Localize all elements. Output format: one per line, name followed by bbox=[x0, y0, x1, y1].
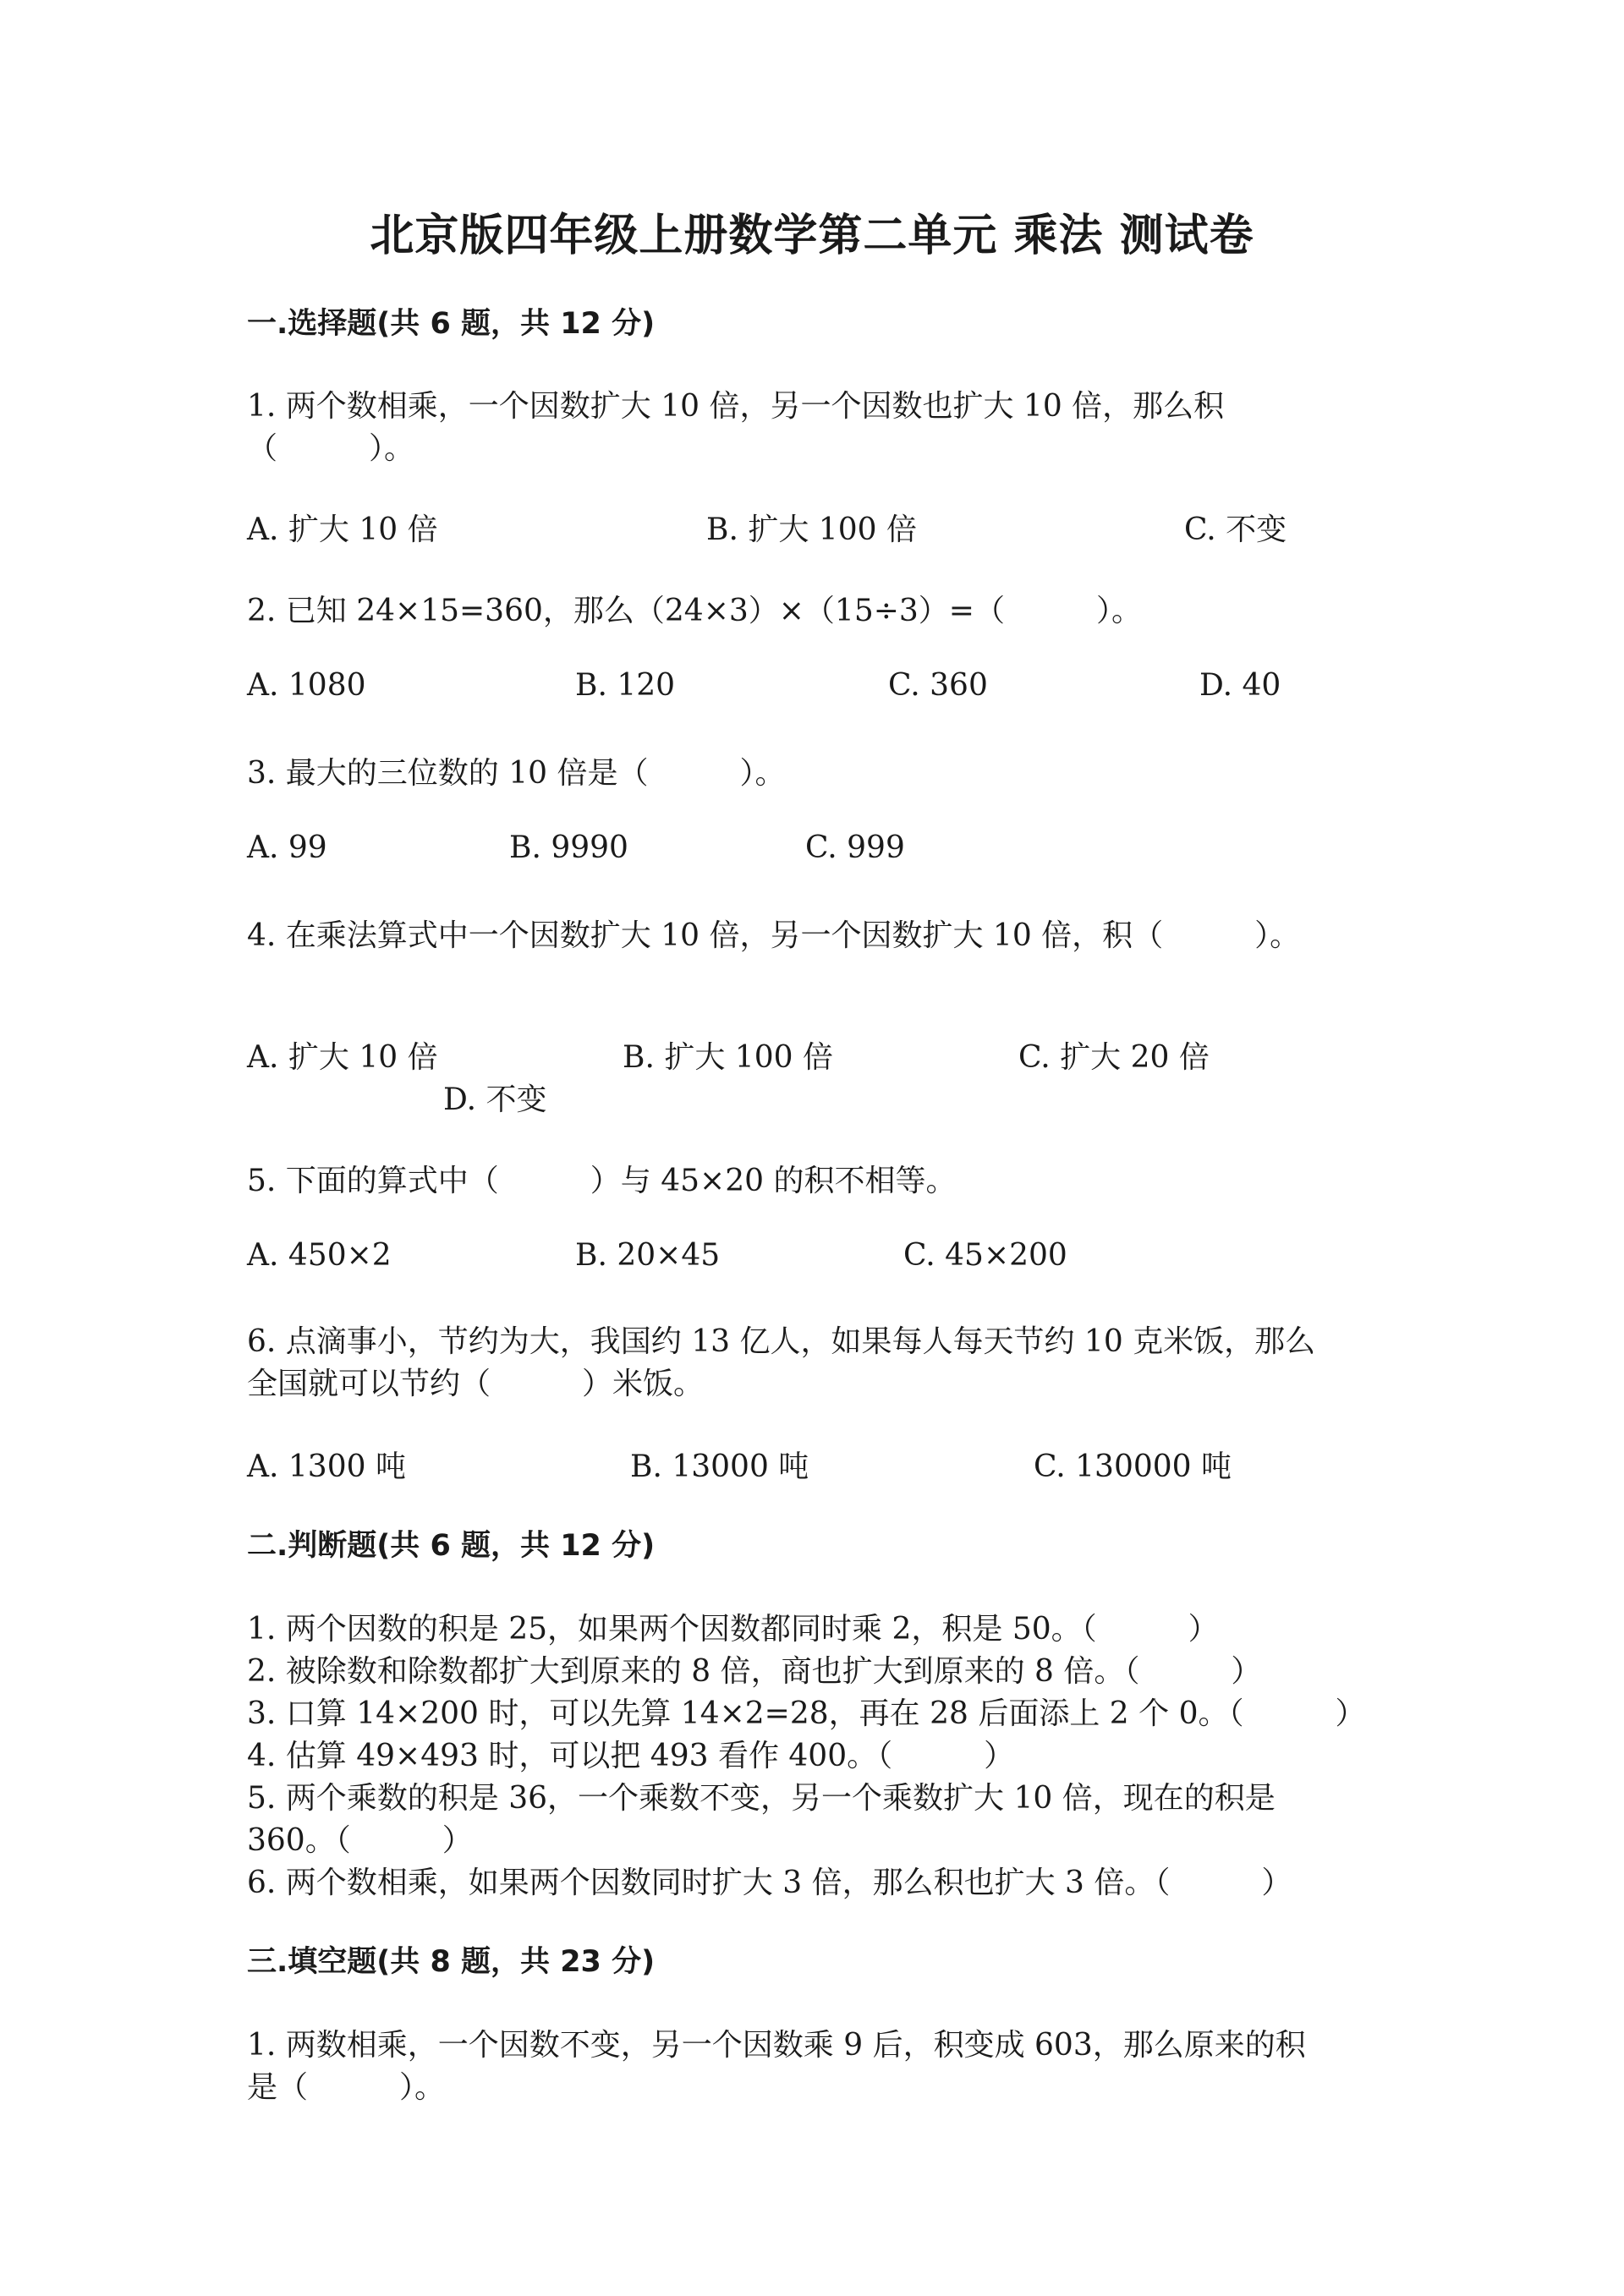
question-1-option-c: C. 不变 bbox=[1184, 512, 1287, 547]
question-3-option-a: A. 99 bbox=[247, 830, 327, 865]
question-3-option-c: C. 999 bbox=[805, 830, 905, 865]
page-title: 北京版四年级上册数学第二单元 乘法 测试卷 bbox=[370, 211, 1254, 261]
section-heading-fill-blank: 三.填空题(共 8 题，共 23 分) bbox=[247, 1945, 656, 1979]
question-6-option-a: A. 1300 吨 bbox=[247, 1449, 406, 1484]
question-6-line-1: 6. 点滴事小，节约为大，我国约 13 亿人，如果每人每天节约 10 克米饭，那么 bbox=[247, 1324, 1316, 1359]
fill-blank-line-1: 1. 两数相乘，一个因数不变，另一个因数乘 9 后，积变成 603，那么原来的积 bbox=[247, 2028, 1306, 2063]
judgement-line-3: 3. 口算 14×200 时，可以先算 14×2=28，再在 28 后面添上 2 个 0。（ ） bbox=[247, 1696, 1366, 1731]
question-5-option-a: A. 450×2 bbox=[247, 1238, 392, 1273]
fill-blank-line-2: 是（ ）。 bbox=[247, 2070, 446, 2105]
question-4-option-a: A. 扩大 10 倍 bbox=[247, 1040, 438, 1075]
question-2-line-1: 2. 已知 24×15=360，那么（24×3）×（15÷3）=（ ）。 bbox=[247, 594, 1142, 628]
question-4-option-c: C. 扩大 20 倍 bbox=[1018, 1040, 1210, 1075]
question-1-option-a: A. 扩大 10 倍 bbox=[247, 512, 438, 547]
question-6-option-c: C. 130000 吨 bbox=[1034, 1449, 1232, 1484]
judgement-line-5: 5. 两个乘数的积是 36，一个乘数不变，另一个乘数扩大 10 倍，现在的积是 bbox=[247, 1781, 1276, 1816]
question-1-line-2: （ ）。 bbox=[247, 431, 415, 466]
section-heading-choice: 一.选择题(共 6 题，共 12 分) bbox=[247, 307, 656, 341]
question-5-line-1: 5. 下面的算式中（ ）与 45×20 的积不相等。 bbox=[247, 1164, 957, 1198]
question-6-line-2: 全国就可以节约（ ）米饭。 bbox=[247, 1367, 705, 1401]
question-3-line-1: 3. 最大的三位数的 10 倍是（ ）。 bbox=[247, 756, 786, 791]
judgement-line-6: 360。（ ） bbox=[247, 1823, 473, 1858]
question-1-option-b: B. 扩大 100 倍 bbox=[706, 512, 917, 547]
question-1-line-1: 1. 两个数相乘，一个因数扩大 10 倍，另一个因数也扩大 10 倍，那么积 bbox=[247, 389, 1225, 424]
question-6-option-b: B. 13000 吨 bbox=[630, 1449, 809, 1484]
question-2-option-d: D. 40 bbox=[1199, 668, 1281, 703]
judgement-line-1: 1. 两个因数的积是 25，如果两个因数都同时乘 2，积是 50。（ ） bbox=[247, 1612, 1219, 1647]
question-4-option-b: B. 扩大 100 倍 bbox=[623, 1040, 833, 1075]
question-5-option-c: C. 45×200 bbox=[903, 1238, 1067, 1273]
question-5-option-b: B. 20×45 bbox=[575, 1238, 721, 1273]
judgement-line-2: 2. 被除数和除数都扩大到原来的 8 倍，商也扩大到原来的 8 倍。（ ） bbox=[247, 1654, 1262, 1689]
question-4-line-1: 4. 在乘法算式中一个因数扩大 10 倍，另一个因数扩大 10 倍，积（ ）。 bbox=[247, 918, 1301, 953]
question-2-option-b: B. 120 bbox=[575, 668, 676, 703]
question-2-option-a: A. 1080 bbox=[247, 668, 366, 703]
question-3-option-b: B. 9990 bbox=[509, 830, 628, 865]
section-heading-judgement: 二.判断题(共 6 题，共 12 分) bbox=[247, 1529, 656, 1563]
question-2-option-c: C. 360 bbox=[888, 668, 988, 703]
judgement-line-4: 4. 估算 49×493 时，可以把 493 看作 400。（ ） bbox=[247, 1739, 1015, 1773]
judgement-line-7: 6. 两个数相乘，如果两个因数同时扩大 3 倍，那么积也扩大 3 倍。（ ） bbox=[247, 1866, 1292, 1900]
question-4-option-d: D. 不变 bbox=[443, 1082, 547, 1117]
